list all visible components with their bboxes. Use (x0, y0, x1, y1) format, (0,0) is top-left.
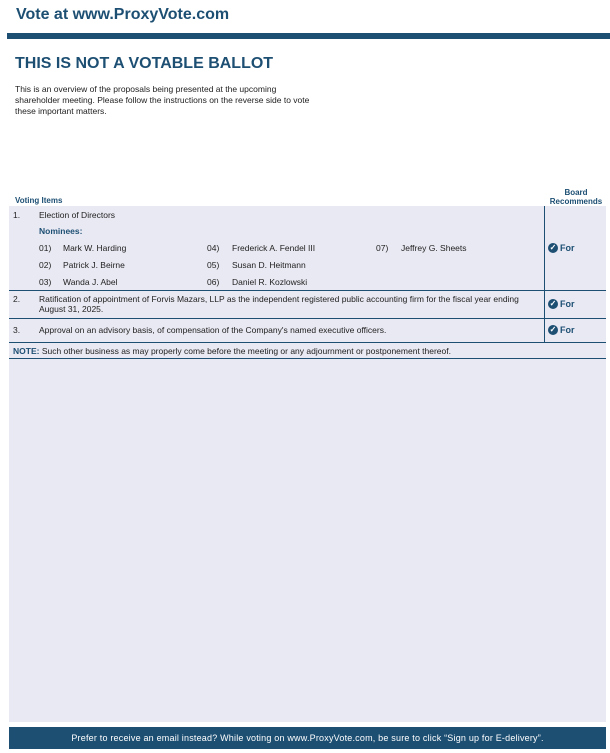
item-3-text: Approval on an advisory basis, of compensation of the Company's named executive officers. (39, 325, 387, 335)
row-divider (9, 290, 606, 291)
nominee-number: 07) (376, 243, 389, 253)
item-2-text: Ratification of appointment of Forvis Mazars, LLP as the independent registered public accounting firm for the fiscal year ending August 31, 2025. (39, 294, 519, 314)
nominee-number: 02) (39, 260, 52, 270)
row-divider (9, 358, 606, 359)
footer-banner: Prefer to receive an email instead? While voting on www.ProxyVote.com, be sure to click “Sign up for E-delivery”. (9, 727, 606, 749)
check-circle-icon: ✓ (549, 299, 557, 308)
recommendation-label: For (560, 325, 575, 335)
item-1-text: Election of Directors (39, 210, 116, 220)
item-2-number: 2. (13, 294, 21, 304)
nominee-name: Jeffrey G. Sheets (401, 243, 467, 253)
nominee-number: 03) (39, 277, 52, 287)
column-separator (544, 206, 545, 343)
intro-text: This is an overview of the proposals being presented at the upcoming shareholder meeting. Please follow the instructions on the reverse side to vote these important matters. (15, 84, 310, 116)
recommendation-label: For (560, 243, 575, 253)
check-circle-icon: ✓ (549, 325, 557, 334)
nominee-number: 05) (207, 260, 220, 270)
row-divider (9, 342, 606, 343)
item-1-number: 1. (13, 210, 21, 220)
top-bar (0, 0, 610, 32)
nominee-name: Daniel R. Kozlowski (232, 277, 308, 287)
board-recommends-header: Board Recommends (549, 188, 603, 206)
note-body: Such other business as may properly come before the meeting or any adjournment or postponement thereof. (39, 346, 451, 356)
nominee-name: Patrick J. Beirne (63, 260, 125, 270)
note-label: NOTE: (13, 346, 40, 356)
page-heading: THIS IS NOT A VOTABLE BALLOT (15, 55, 274, 72)
recommendation-label: For (560, 299, 575, 309)
item-1-recommendation (548, 243, 575, 253)
nominee-number: 06) (207, 277, 220, 287)
nominee-name: Mark W. Harding (63, 243, 127, 253)
nominee-number: 01) (39, 243, 52, 253)
nominee-name: Frederick A. Fendel III (232, 243, 316, 253)
nominee-number: 04) (207, 243, 220, 253)
proxyvote-title: Vote at www.ProxyVote.com (16, 6, 230, 23)
item-3-recommendation (548, 325, 575, 335)
header-rule (7, 33, 610, 39)
check-circle-icon: ✓ (549, 243, 557, 252)
row-divider (9, 318, 606, 319)
nominees-label: Nominees: (39, 226, 83, 236)
item-2-recommendation (548, 299, 575, 309)
item-3-number: 3. (13, 325, 21, 335)
voting-items-header: Voting Items (15, 196, 63, 205)
nominee-name: Wanda J. Abel (63, 277, 118, 287)
note-text (13, 346, 451, 356)
nominee-name: Susan D. Heitmann (232, 260, 306, 270)
